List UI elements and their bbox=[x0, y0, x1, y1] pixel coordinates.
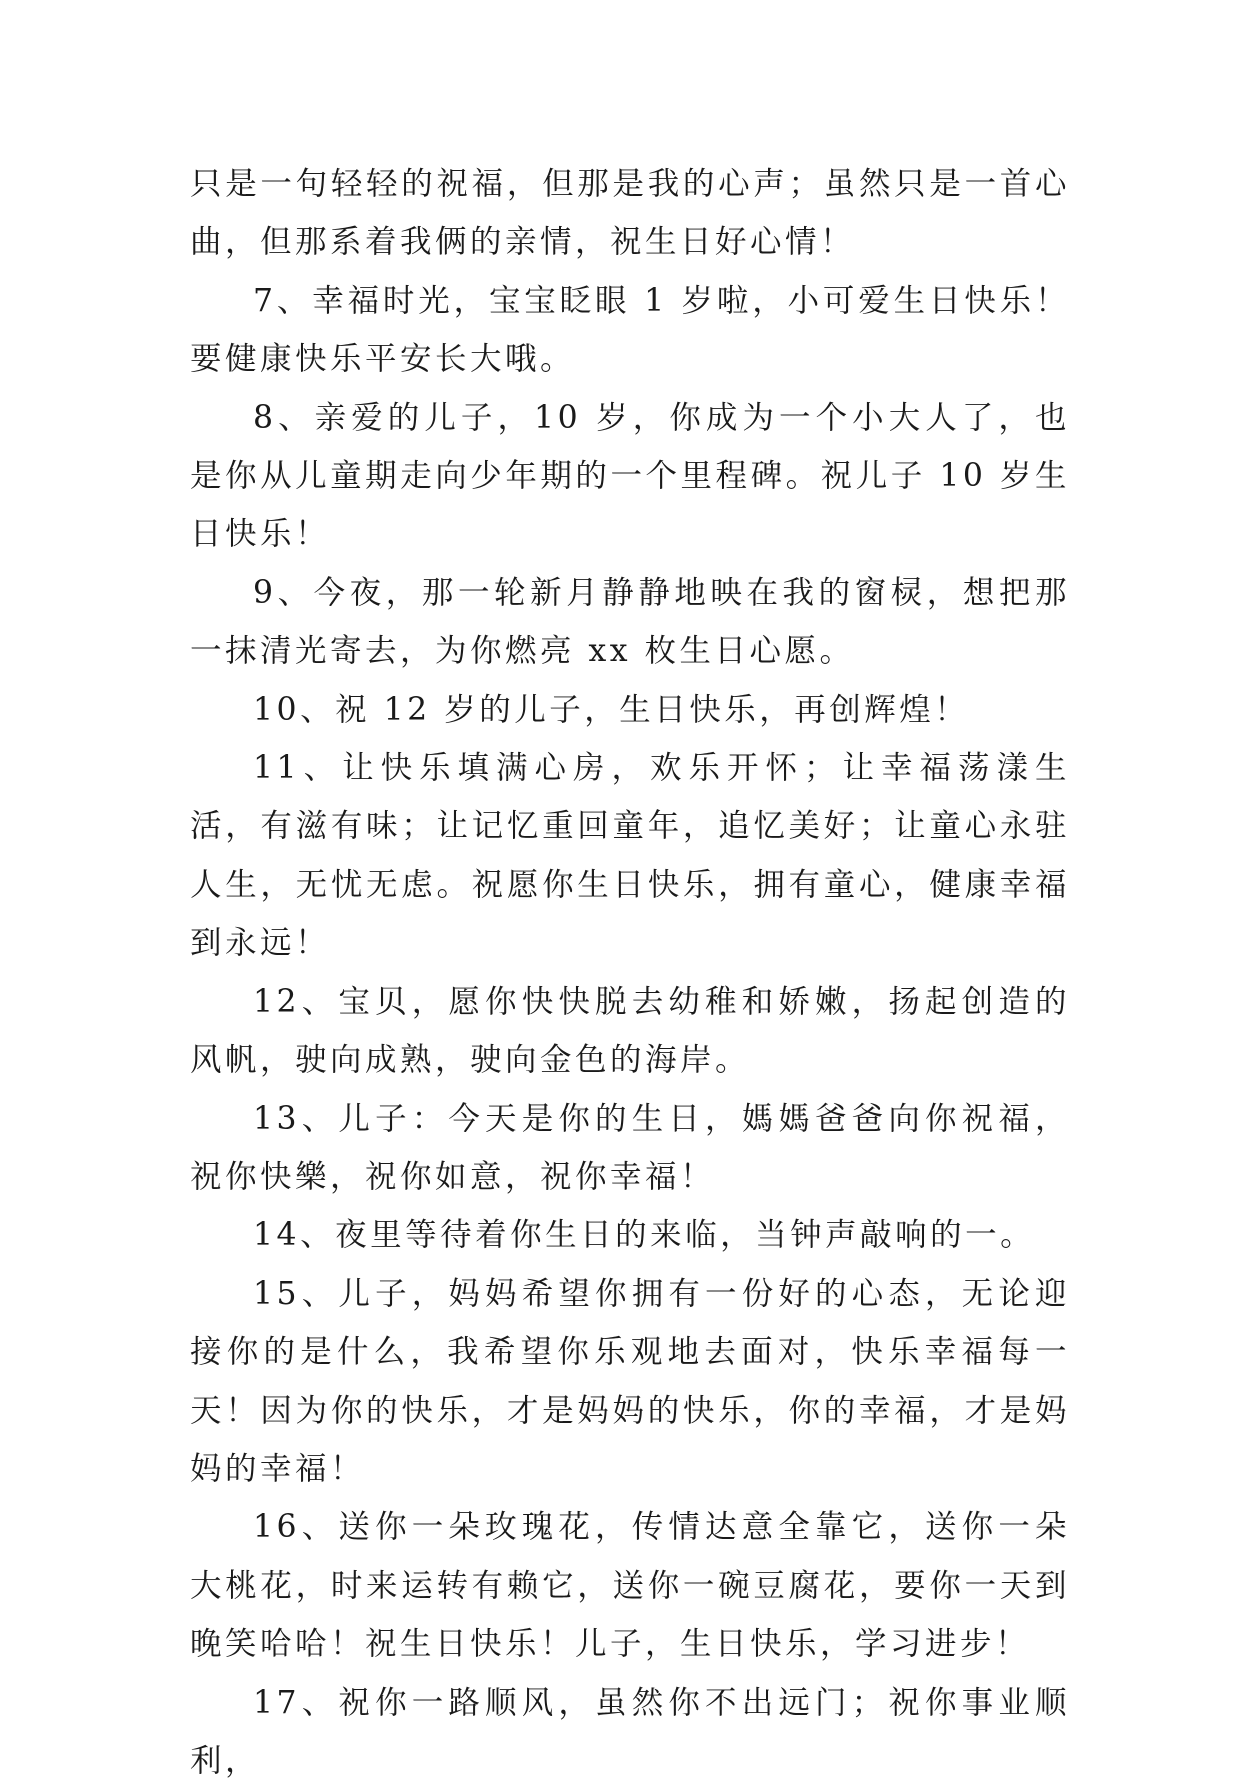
paragraph-item-12: 12、宝贝，愿你快快脱去幼稚和娇嫩，扬起创造的风帆，驶向成熟，驶向金色的海岸。 bbox=[190, 983, 1070, 1079]
paragraph-item-9: 9、今夜，那一轮新月静静地映在我的窗棂，想把那一抹清光寄去，为你燃亮 xx 枚生日心愿。 bbox=[190, 574, 1070, 670]
paragraph-item-13: 13、儿子：今天是你的生日，媽媽爸爸向你祝福，祝你快樂，祝你如意，祝你幸福！ bbox=[190, 1100, 1070, 1195]
paragraph-item-10: 10、祝 12 岁的儿子，生日快乐，再创辉煌！ bbox=[253, 691, 970, 728]
paragraph-item-16: 16、送你一朵玫瑰花，传情达意全靠它，送你一朵大桃花，时来运转有赖它，送你一碗豆腐花，要你一天到晚笑哈哈！祝生日快乐！儿子，生日快乐，学习进步！ bbox=[190, 1509, 1070, 1663]
paragraph-item-11: 11、让快乐填满心房，欢乐开怀；让幸福荡漾生活，有滋有味；让记忆重回童年，追忆美好；让童心永驻人生，无忧无虑。祝愿你生日快乐，拥有童心，健康幸福到永远！ bbox=[190, 750, 1070, 962]
paragraph-item-7: 7、幸福时光，宝宝眨眼 1 岁啦，小可爱生日快乐！要健康快乐平安长大哦。 bbox=[190, 282, 1070, 378]
paragraph-continuation: 只是一句轻轻的祝福，但那是我的心声；虽然只是一首心曲，但那系着我俩的亲情，祝生日好心情！ bbox=[190, 166, 1070, 261]
paragraph-item-14: 14、夜里等待着你生日的来临，当钟声敲响的一。 bbox=[253, 1217, 1036, 1254]
paragraph-item-8: 8、亲爱的儿子，10 岁，你成为一个小大人了，也是你从儿童期走向少年期的一个里程碑。祝儿子 10 岁生日快乐！ bbox=[190, 399, 1070, 553]
document-page bbox=[190, 155, 1070, 1790]
paragraph-item-17: 17、祝你一路顺风，虽然你不出远门；祝你事业顺利， bbox=[190, 1684, 1070, 1779]
paragraph-item-15: 15、儿子，妈妈希望你拥有一份好的心态，无论迎接你的是什么，我希望你乐观地去面对，快乐幸福每一天！因为你的快乐，才是妈妈的快乐，你的幸福，才是妈妈的幸福！ bbox=[190, 1275, 1070, 1487]
